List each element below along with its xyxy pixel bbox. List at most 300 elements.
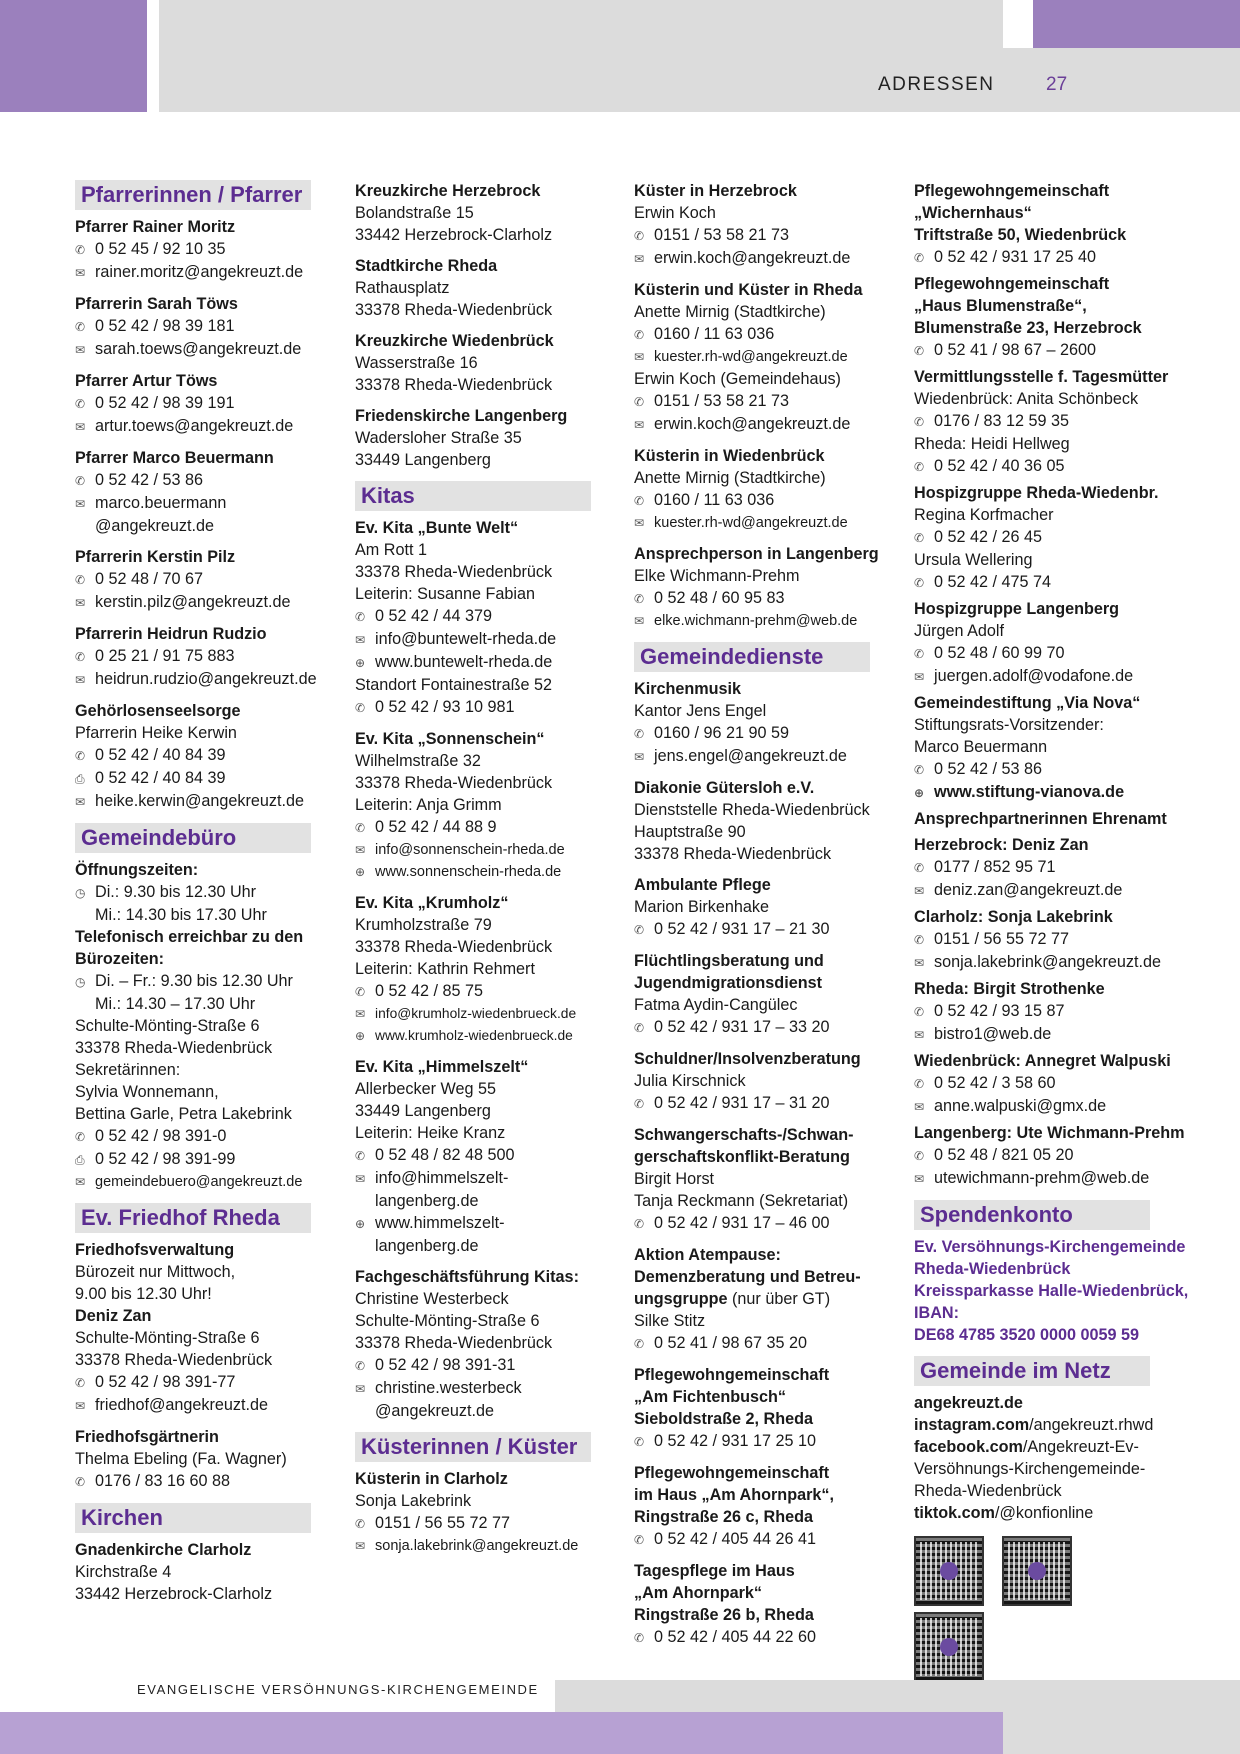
contact-name: Wiedenbrück: Annegret Walpuski <box>914 1052 1171 1070</box>
church-name: Gnadenkirche Clarholz <box>75 1541 252 1559</box>
section-gemeindebuero: Gemeindebüro <box>75 823 311 853</box>
contact-block <box>914 1050 1176 1118</box>
service-block <box>634 1244 896 1355</box>
phone-number: 0177 / 852 95 71 <box>934 858 1056 876</box>
contact-line: Elke Wichmann-Prehm <box>634 567 800 585</box>
mail-icon: ✉ <box>75 1399 86 1413</box>
email-link-cont[interactable]: @angekreuzt.de <box>375 1402 495 1420</box>
email-link[interactable]: elke.wichmann-prehm@web.de <box>654 613 858 629</box>
phone-icon: ✆ <box>355 821 366 835</box>
church-block <box>75 1539 337 1605</box>
phone-icon: ✆ <box>75 474 86 488</box>
mail-icon: ✉ <box>75 1175 86 1189</box>
address-line: 33442 Herzebrock-Clarholz <box>355 226 553 244</box>
contact-name: Fachgeschäftsführung Kitas: <box>355 1268 579 1286</box>
contact-line: Erwin Koch <box>634 204 716 222</box>
address-line: 33378 Rheda-Wiedenbrück <box>355 938 553 956</box>
column-2 <box>355 180 617 1566</box>
service-name: Hospizgruppe Rheda-Wiedenbr. <box>914 484 1159 502</box>
service-address: Ringstraße 26 b, Rheda <box>634 1606 814 1624</box>
footer-band-grey <box>1003 1712 1240 1754</box>
address-line: Schulte-Mönting-Straße 6 <box>75 1329 260 1347</box>
kita-name: Ev. Kita „Krumholz“ <box>355 894 509 912</box>
email-link[interactable]: juergen.adolf@vodafone.de <box>934 667 1134 685</box>
contact-block <box>634 445 896 534</box>
tiktok-link[interactable] <box>914 1502 1176 1524</box>
email-link[interactable]: jens.engel@angekreuzt.de <box>654 747 847 765</box>
contact-line: Thelma Ebeling (Fa. Wagner) <box>75 1450 287 1468</box>
phone-number: 0 52 42 / 931 17 – 21 30 <box>654 920 830 938</box>
phone-icon: ✆ <box>75 1376 86 1390</box>
service-block <box>634 1560 896 1649</box>
kita-block <box>355 892 617 1047</box>
contact-block <box>75 447 337 537</box>
mail-icon: ✉ <box>914 1172 925 1186</box>
web-link-cont[interactable]: langenberg.de <box>375 1237 479 1255</box>
web-link[interactable]: www.krumholz-wiedenbrueck.de <box>375 1028 573 1043</box>
office-hours: Di. – Fr.: 9.30 bis 12.30 Uhr <box>95 972 293 990</box>
address-line: 33378 Rheda-Wiedenbrück <box>355 774 553 792</box>
phone-icon: ✆ <box>914 415 925 429</box>
service-name: gerschaftskonflikt-Beratung <box>634 1148 850 1166</box>
volunteer-heading-block <box>914 808 1176 830</box>
mail-icon: ✉ <box>914 1028 925 1042</box>
email-link[interactable]: info@sonnenschein-rheda.de <box>375 842 565 858</box>
contact-line: Jürgen Adolf <box>914 622 1004 640</box>
phone-number: 0 52 45 / 92 10 35 <box>95 240 226 258</box>
email-link[interactable]: anne.walpuski@gmx.de <box>934 1097 1107 1115</box>
phone-number: 0 52 42 / 98 39 181 <box>95 317 235 335</box>
service-address: Blumenstraße 23, Herzebrock <box>914 319 1142 337</box>
address-line: Wasserstraße 16 <box>355 354 478 372</box>
phone-icon: ✆ <box>914 647 925 661</box>
service-name: Pflegewohngemeinschaft <box>914 182 1110 200</box>
contact-name: Ansprechperson in Langenberg <box>634 545 879 563</box>
tiktok-domain: tiktok.com <box>914 1504 995 1522</box>
contact-block <box>634 543 896 632</box>
contact-name: Herzebrock: Deniz Zan <box>914 836 1089 854</box>
web-link[interactable]: www.stiftung-vianova.de <box>934 783 1125 801</box>
email-link[interactable]: sonja.lakebrink@angekreuzt.de <box>375 1538 579 1554</box>
email-link[interactable]: heidrun.rudzio@angekreuzt.de <box>95 670 317 688</box>
phone-icon: ✆ <box>914 1077 925 1091</box>
contact-block <box>634 180 896 270</box>
service-name: Schuldner/Insolvenzberatung <box>634 1050 861 1068</box>
phone-icon: ✆ <box>75 397 86 411</box>
contact-block <box>75 1426 337 1493</box>
kita-name: Ev. Kita „Bunte Welt“ <box>355 519 519 537</box>
mail-icon: ✉ <box>634 614 645 628</box>
church-block <box>355 330 617 396</box>
contact-line: Bürozeit nur Mittwoch, <box>75 1263 236 1281</box>
contact-line: Leiterin: Kathrin Rehmert <box>355 960 535 978</box>
contact-line: Sekretärinnen: <box>75 1061 181 1079</box>
header-band-left <box>0 0 147 112</box>
phone-number: 0 52 42 / 931 17 – 46 00 <box>654 1214 830 1232</box>
email-link-cont[interactable]: langenberg.de <box>375 1192 479 1210</box>
service-name: Ambulante Pflege <box>634 876 771 894</box>
bank-block <box>914 1236 1189 1346</box>
phone-icon: ✆ <box>914 861 925 875</box>
instagram-qr-code-icon[interactable] <box>1002 1536 1072 1606</box>
address-line: 33378 Rheda-Wiedenbrück <box>355 563 553 581</box>
contact-line: Ursula Wellering <box>914 551 1033 569</box>
contact-name: Pfarrerin Kerstin Pilz <box>75 548 236 566</box>
contact-block <box>75 293 337 361</box>
iban: DE68 4785 3520 0000 0059 59 <box>914 1326 1140 1344</box>
phone-number: 0 52 42 / 93 10 981 <box>375 698 515 716</box>
bank-line: IBAN: <box>914 1304 959 1322</box>
phone-icon: ✆ <box>634 1097 645 1111</box>
service-name: Pflegewohngemeinschaft <box>914 275 1110 293</box>
facebook-link[interactable] <box>914 1436 1176 1458</box>
phone-icon: ✆ <box>634 229 645 243</box>
facebook-link-cont[interactable]: Rheda-Wiedenbrück <box>914 1482 1062 1500</box>
header-band-right <box>1033 0 1240 48</box>
email-link[interactable]: info@buntewelt-rheda.de <box>375 630 557 648</box>
mail-icon: ✉ <box>75 266 86 280</box>
contact-block <box>355 1266 617 1422</box>
phone-icon: ✆ <box>75 650 86 664</box>
contact-block <box>75 216 337 284</box>
service-name: Hospizgruppe Langenberg <box>914 600 1120 618</box>
address-line: 33378 Rheda-Wiedenbrück <box>634 845 832 863</box>
mail-icon: ✉ <box>914 956 925 970</box>
email-link[interactable]: deniz.zan@angekreuzt.de <box>934 881 1123 899</box>
contact-block <box>914 906 1176 974</box>
mail-icon: ✉ <box>355 1539 366 1553</box>
email-link[interactable]: info@krumholz-wiedenbrueck.de <box>375 1006 577 1021</box>
phone-icon: ✆ <box>914 344 925 358</box>
email-link[interactable]: kuester.rh-wd@angekreuzt.de <box>654 515 848 531</box>
contact-line: Silke Stitz <box>634 1312 706 1330</box>
mail-icon: ✉ <box>75 596 86 610</box>
service-name: Pflegewohngemeinschaft <box>634 1366 830 1384</box>
church-block <box>355 405 617 471</box>
office-block <box>75 859 337 1193</box>
bank-line: Rheda-Wiedenbrück <box>914 1260 1071 1278</box>
contact-line: Marco Beuermann <box>914 738 1048 756</box>
address-line: Schulte-Mönting-Straße 6 <box>75 1017 260 1035</box>
service-name: Pflegewohngemeinschaft <box>634 1464 830 1482</box>
church-block <box>355 255 617 321</box>
contact-name: Pfarrerin Heidrun Rudzio <box>75 625 267 643</box>
contact-line: Fatma Aydin-Cangülec <box>634 996 798 1014</box>
service-block <box>634 874 896 941</box>
facebook-link-cont[interactable]: Versöhnungs-Kirchengemeinde- <box>914 1460 1146 1478</box>
contact-line: Birgit Horst <box>634 1170 715 1188</box>
service-name: Vermittlungsstelle f. Tagesmütter <box>914 368 1169 386</box>
phone-number: 0176 / 83 12 59 35 <box>934 412 1070 430</box>
contact-name: Friedhofsgärtnerin <box>75 1428 219 1446</box>
section-gemeinde-im-netz: Gemeinde im Netz <box>914 1356 1150 1386</box>
mail-icon: ✉ <box>634 252 645 266</box>
address-line: Wadersloher Straße 35 <box>355 429 522 447</box>
contact-name: Deniz Zan <box>75 1307 152 1325</box>
service-name: Gemeindestiftung „Via Nova“ <box>914 694 1141 712</box>
phone-number: 0 52 42 / 44 88 9 <box>375 818 497 836</box>
contact-name: Küster in Herzebrock <box>634 182 797 200</box>
phone-number: 0 25 21 / 91 75 883 <box>95 647 235 665</box>
phone-number: 0151 / 56 55 72 77 <box>934 930 1070 948</box>
contact-block <box>914 834 1176 902</box>
contact-line: Marion Birkenhake <box>634 898 769 916</box>
web-link[interactable]: www.buntewelt-rheda.de <box>375 653 553 671</box>
church-name: Kreuzkirche Herzebrock <box>355 182 541 200</box>
section-kuester: Küsterinnen / Küster <box>355 1432 591 1462</box>
email-link[interactable]: utewichmann-prehm@web.de <box>934 1169 1150 1187</box>
email-link[interactable]: kuester.rh-wd@angekreuzt.de <box>654 349 848 365</box>
phone-icon: ✆ <box>634 1435 645 1449</box>
email-link[interactable]: erwin.koch@angekreuzt.de <box>654 415 851 433</box>
phone-icon: ✆ <box>914 763 925 777</box>
phone-icon: ✆ <box>914 460 925 474</box>
phone-number: 0 52 42 / 931 17 – 33 20 <box>654 1018 830 1036</box>
service-name: „Wichernhaus“ <box>914 204 1032 222</box>
mail-icon: ✉ <box>634 418 645 432</box>
mail-icon: ✉ <box>355 843 366 857</box>
instagram-domain: instagram.com <box>914 1416 1030 1434</box>
address-line: 33449 Langenberg <box>355 1102 491 1120</box>
email-link[interactable]: kerstin.pilz@angekreuzt.de <box>95 593 291 611</box>
phone-icon: ✆ <box>75 573 86 587</box>
phone-number: 0 52 42 / 475 74 <box>934 573 1052 591</box>
church-name: Kreuzkirche Wiedenbrück <box>355 332 554 350</box>
phone-number: 0 52 48 / 70 67 <box>95 570 204 588</box>
contact-block <box>75 546 337 614</box>
email-link[interactable]: artur.toews@angekreuzt.de <box>95 417 294 435</box>
contact-line: Kantor Jens Engel <box>634 702 767 720</box>
email-link[interactable]: bistro1@web.de <box>934 1025 1052 1043</box>
section-friedhof: Ev. Friedhof Rheda <box>75 1203 311 1233</box>
contact-name: Clarholz: Sonja Lakebrink <box>914 908 1113 926</box>
contact-line: Sylvia Wonnemann, <box>75 1083 219 1101</box>
service-block <box>634 1048 896 1115</box>
header-band-right-grey <box>1003 48 1240 112</box>
section-gemeindedienste: Gemeindedienste <box>634 642 870 672</box>
section-kirchen: Kirchen <box>75 1503 311 1533</box>
phone-icon: ✆ <box>914 1149 925 1163</box>
contact-line: Julia Kirschnick <box>634 1072 746 1090</box>
phone-number: 0 52 42 / 40 36 05 <box>934 457 1065 475</box>
contact-block <box>355 1468 617 1557</box>
phone-icon: ✆ <box>75 749 86 763</box>
contact-line: Anette Mirnig (Stadtkirche) <box>634 303 826 321</box>
contact-name: Gehörlosenseelsorge <box>75 702 241 720</box>
service-name: Kirchenmusik <box>634 680 742 698</box>
phone-icon: ✆ <box>75 243 86 257</box>
service-block <box>914 366 1176 478</box>
phone-number: 0160 / 11 63 036 <box>654 325 775 343</box>
address-line: Kirchstraße 4 <box>75 1563 172 1581</box>
service-name: Diakonie Gütersloh e.V. <box>634 779 815 797</box>
contact-block <box>75 1239 337 1417</box>
email-link[interactable]: christine.westerbeck <box>375 1379 522 1397</box>
mail-icon: ✉ <box>634 516 645 530</box>
phone-number: 0151 / 53 58 21 73 <box>654 392 790 410</box>
phone-icon: ✆ <box>914 531 925 545</box>
phone-number: 0 52 48 / 821 05 20 <box>934 1146 1074 1164</box>
kita-name: Ev. Kita „Himmelszelt“ <box>355 1058 529 1076</box>
column-4 <box>914 180 1189 1697</box>
contact-block <box>914 978 1176 1046</box>
service-name: im Haus „Am Ahornpark“, <box>634 1486 834 1504</box>
contact-block <box>75 700 337 813</box>
mail-icon: ✉ <box>75 673 86 687</box>
address-line: Hauptstraße 90 <box>634 823 746 841</box>
office-heading: Bürozeiten: <box>75 950 165 968</box>
service-block <box>634 1462 896 1551</box>
phone-number: 0 52 42 / 405 44 26 41 <box>654 1530 817 1548</box>
phone-icon: ✆ <box>634 1021 645 1035</box>
address-line: Krumholzstraße 79 <box>355 916 492 934</box>
phone-number: 0 52 42 / 931 17 25 10 <box>654 1432 817 1450</box>
phone-icon: ✆ <box>634 395 645 409</box>
contact-name: Küsterin und Küster in Rheda <box>634 281 863 299</box>
service-block <box>914 273 1176 362</box>
email-link-cont[interactable]: @angekreuzt.de <box>95 517 215 535</box>
address-line: Schulte-Mönting-Straße 6 <box>355 1312 540 1330</box>
address-line: 33442 Herzebrock-Clarholz <box>75 1585 273 1603</box>
service-name: Aktion Atempause: <box>634 1246 781 1264</box>
facebook-domain: facebook.com <box>914 1438 1023 1456</box>
fax-icon: ⎙ <box>75 1153 85 1167</box>
contact-name: Pfarrer Artur Töws <box>75 372 218 390</box>
email-link[interactable]: gemeindebuero@angekreuzt.de <box>95 1174 303 1190</box>
fax-icon: ⎙ <box>75 772 85 786</box>
phone-icon: ✆ <box>75 1475 86 1489</box>
instagram-link[interactable] <box>914 1414 1176 1436</box>
contact-line: Leiterin: Susanne Fabian <box>355 585 535 603</box>
contact-block <box>914 1122 1185 1190</box>
service-name: Demenzberatung und Betreu- <box>634 1268 861 1286</box>
service-name: Flüchtlingsberatung und <box>634 952 824 970</box>
contact-line: Leiterin: Anja Grimm <box>355 796 502 814</box>
contact-line: Erwin Koch (Gemeindehaus) <box>634 370 841 388</box>
phone-icon: ✆ <box>634 1631 645 1645</box>
facebook-path: /Angekreuzt-Ev- <box>1022 1438 1139 1456</box>
phone-number: 0 52 48 / 60 99 70 <box>934 644 1065 662</box>
contact-line: Dienststelle Rheda-Wiedenbrück <box>634 801 870 819</box>
contact-line: Wiedenbrück: Anita Schönbeck <box>914 390 1139 408</box>
service-name: „Am Fichtenbusch“ <box>634 1388 786 1406</box>
facebook-qr-code-icon[interactable] <box>914 1536 984 1606</box>
contact-line: Bettina Garle, Petra Lakebrink <box>75 1105 292 1123</box>
contact-name: Küsterin in Wiedenbrück <box>634 447 825 465</box>
web-link[interactable]: www.himmelszelt- <box>375 1214 505 1232</box>
email-link[interactable]: friedhof@angekreuzt.de <box>95 1396 269 1414</box>
contact-line: 9.00 bis 12.30 Uhr! <box>75 1285 212 1303</box>
service-block <box>634 678 896 768</box>
phone-icon: ✆ <box>634 727 645 741</box>
address-line: 33378 Rheda-Wiedenbrück <box>75 1351 273 1369</box>
column-3 <box>634 180 896 1658</box>
tiktok-qr-code-icon[interactable] <box>914 1612 984 1682</box>
address-line: 33378 Rheda-Wiedenbrück <box>75 1039 273 1057</box>
service-block <box>914 692 1176 804</box>
phone-number: 0 52 42 / 53 86 <box>934 760 1043 778</box>
footer-band-grey-top <box>555 1680 1240 1712</box>
address-line: Rathausplatz <box>355 279 450 297</box>
service-block <box>914 180 1176 269</box>
mail-icon: ✉ <box>75 420 86 434</box>
service-name: Jugendmigrationsdienst <box>634 974 822 992</box>
phone-icon: ✆ <box>634 1217 645 1231</box>
mail-icon: ✉ <box>355 633 366 647</box>
phone-number: 0151 / 56 55 72 77 <box>375 1514 511 1532</box>
office-heading: Öffnungszeiten: <box>75 861 199 879</box>
service-block <box>914 598 1176 688</box>
globe-icon: ⊕ <box>355 865 366 879</box>
email-link[interactable]: marco.beuermann <box>95 494 227 512</box>
contact-line: Anette Mirnig (Stadtkirche) <box>634 469 826 487</box>
church-block <box>355 180 617 246</box>
phone-number: 0 52 42 / 40 84 39 <box>95 746 226 764</box>
address-line: Allerbecker Weg 55 <box>355 1080 496 1098</box>
phone-number: 0160 / 11 63 036 <box>654 491 775 509</box>
mail-icon: ✉ <box>914 884 925 898</box>
mail-icon: ✉ <box>75 497 86 511</box>
email-link[interactable]: heike.kerwin@angekreuzt.de <box>95 792 304 810</box>
web-link[interactable]: www.sonnenschein-rheda.de <box>375 864 562 880</box>
email-link[interactable]: rainer.moritz@angekreuzt.de <box>95 263 304 281</box>
phone-icon: ✆ <box>634 1533 645 1547</box>
phone-icon: ✆ <box>634 328 645 342</box>
service-address: Triftstraße 50, Wiedenbrück <box>914 226 1127 244</box>
phone-icon: ✆ <box>355 1359 366 1373</box>
footer-band-purple <box>0 1712 1003 1754</box>
mail-icon: ✉ <box>75 795 86 809</box>
phone-icon: ✆ <box>914 251 925 265</box>
service-address: Sieboldstraße 2, Rheda <box>634 1410 814 1428</box>
phone-icon: ✆ <box>355 1149 366 1163</box>
page-title: ADRESSEN <box>878 74 995 95</box>
service-block <box>634 1364 896 1453</box>
email-link[interactable]: erwin.koch@angekreuzt.de <box>654 249 851 267</box>
phone-number: 0 52 48 / 60 95 83 <box>654 589 785 607</box>
fax-number: 0 52 42 / 40 84 39 <box>95 769 226 787</box>
phone-number: 0 52 48 / 82 48 500 <box>375 1146 515 1164</box>
phone-number: 0 52 42 / 44 379 <box>375 607 493 625</box>
contact-name: Langenberg: Ute Wichmann-Prehm <box>914 1124 1185 1142</box>
phone-number: 0 52 42 / 405 44 22 60 <box>654 1628 817 1646</box>
mail-icon: ✉ <box>355 1172 366 1186</box>
section-pfarrer: Pfarrerinnen / Pfarrer <box>75 180 311 210</box>
service-name: „Haus Blumenstraße“, <box>914 297 1087 315</box>
globe-icon: ⊕ <box>355 656 366 670</box>
phone-number: 0 52 42 / 98 391-77 <box>95 1373 236 1391</box>
mail-icon: ✉ <box>914 1100 925 1114</box>
phone-number: 0 52 42 / 98 39 191 <box>95 394 235 412</box>
contact-name: Pfarrer Marco Beuermann <box>75 449 274 467</box>
phone-icon: ✆ <box>914 933 925 947</box>
address-line: 33378 Rheda-Wiedenbrück <box>355 301 553 319</box>
phone-icon: ✆ <box>914 1005 925 1019</box>
email-link[interactable]: sarah.toews@angekreuzt.de <box>95 340 302 358</box>
website-link[interactable]: angekreuzt.de <box>914 1394 1023 1412</box>
contact-line: Regina Korfmacher <box>914 506 1054 524</box>
globe-icon: ⊕ <box>914 786 925 800</box>
phone-icon: ✆ <box>75 1130 86 1144</box>
address-line: 33449 Langenberg <box>355 451 491 469</box>
phone-number: 0 52 41 / 98 67 – 2600 <box>934 341 1097 359</box>
phone-icon: ✆ <box>914 576 925 590</box>
mail-icon: ✉ <box>75 343 86 357</box>
page-number: 27 <box>1046 74 1068 95</box>
email-link[interactable]: sonja.lakebrink@angekreuzt.de <box>934 953 1162 971</box>
email-link[interactable]: info@himmelszelt- <box>375 1169 509 1187</box>
phone-icon: ✆ <box>355 1517 366 1531</box>
